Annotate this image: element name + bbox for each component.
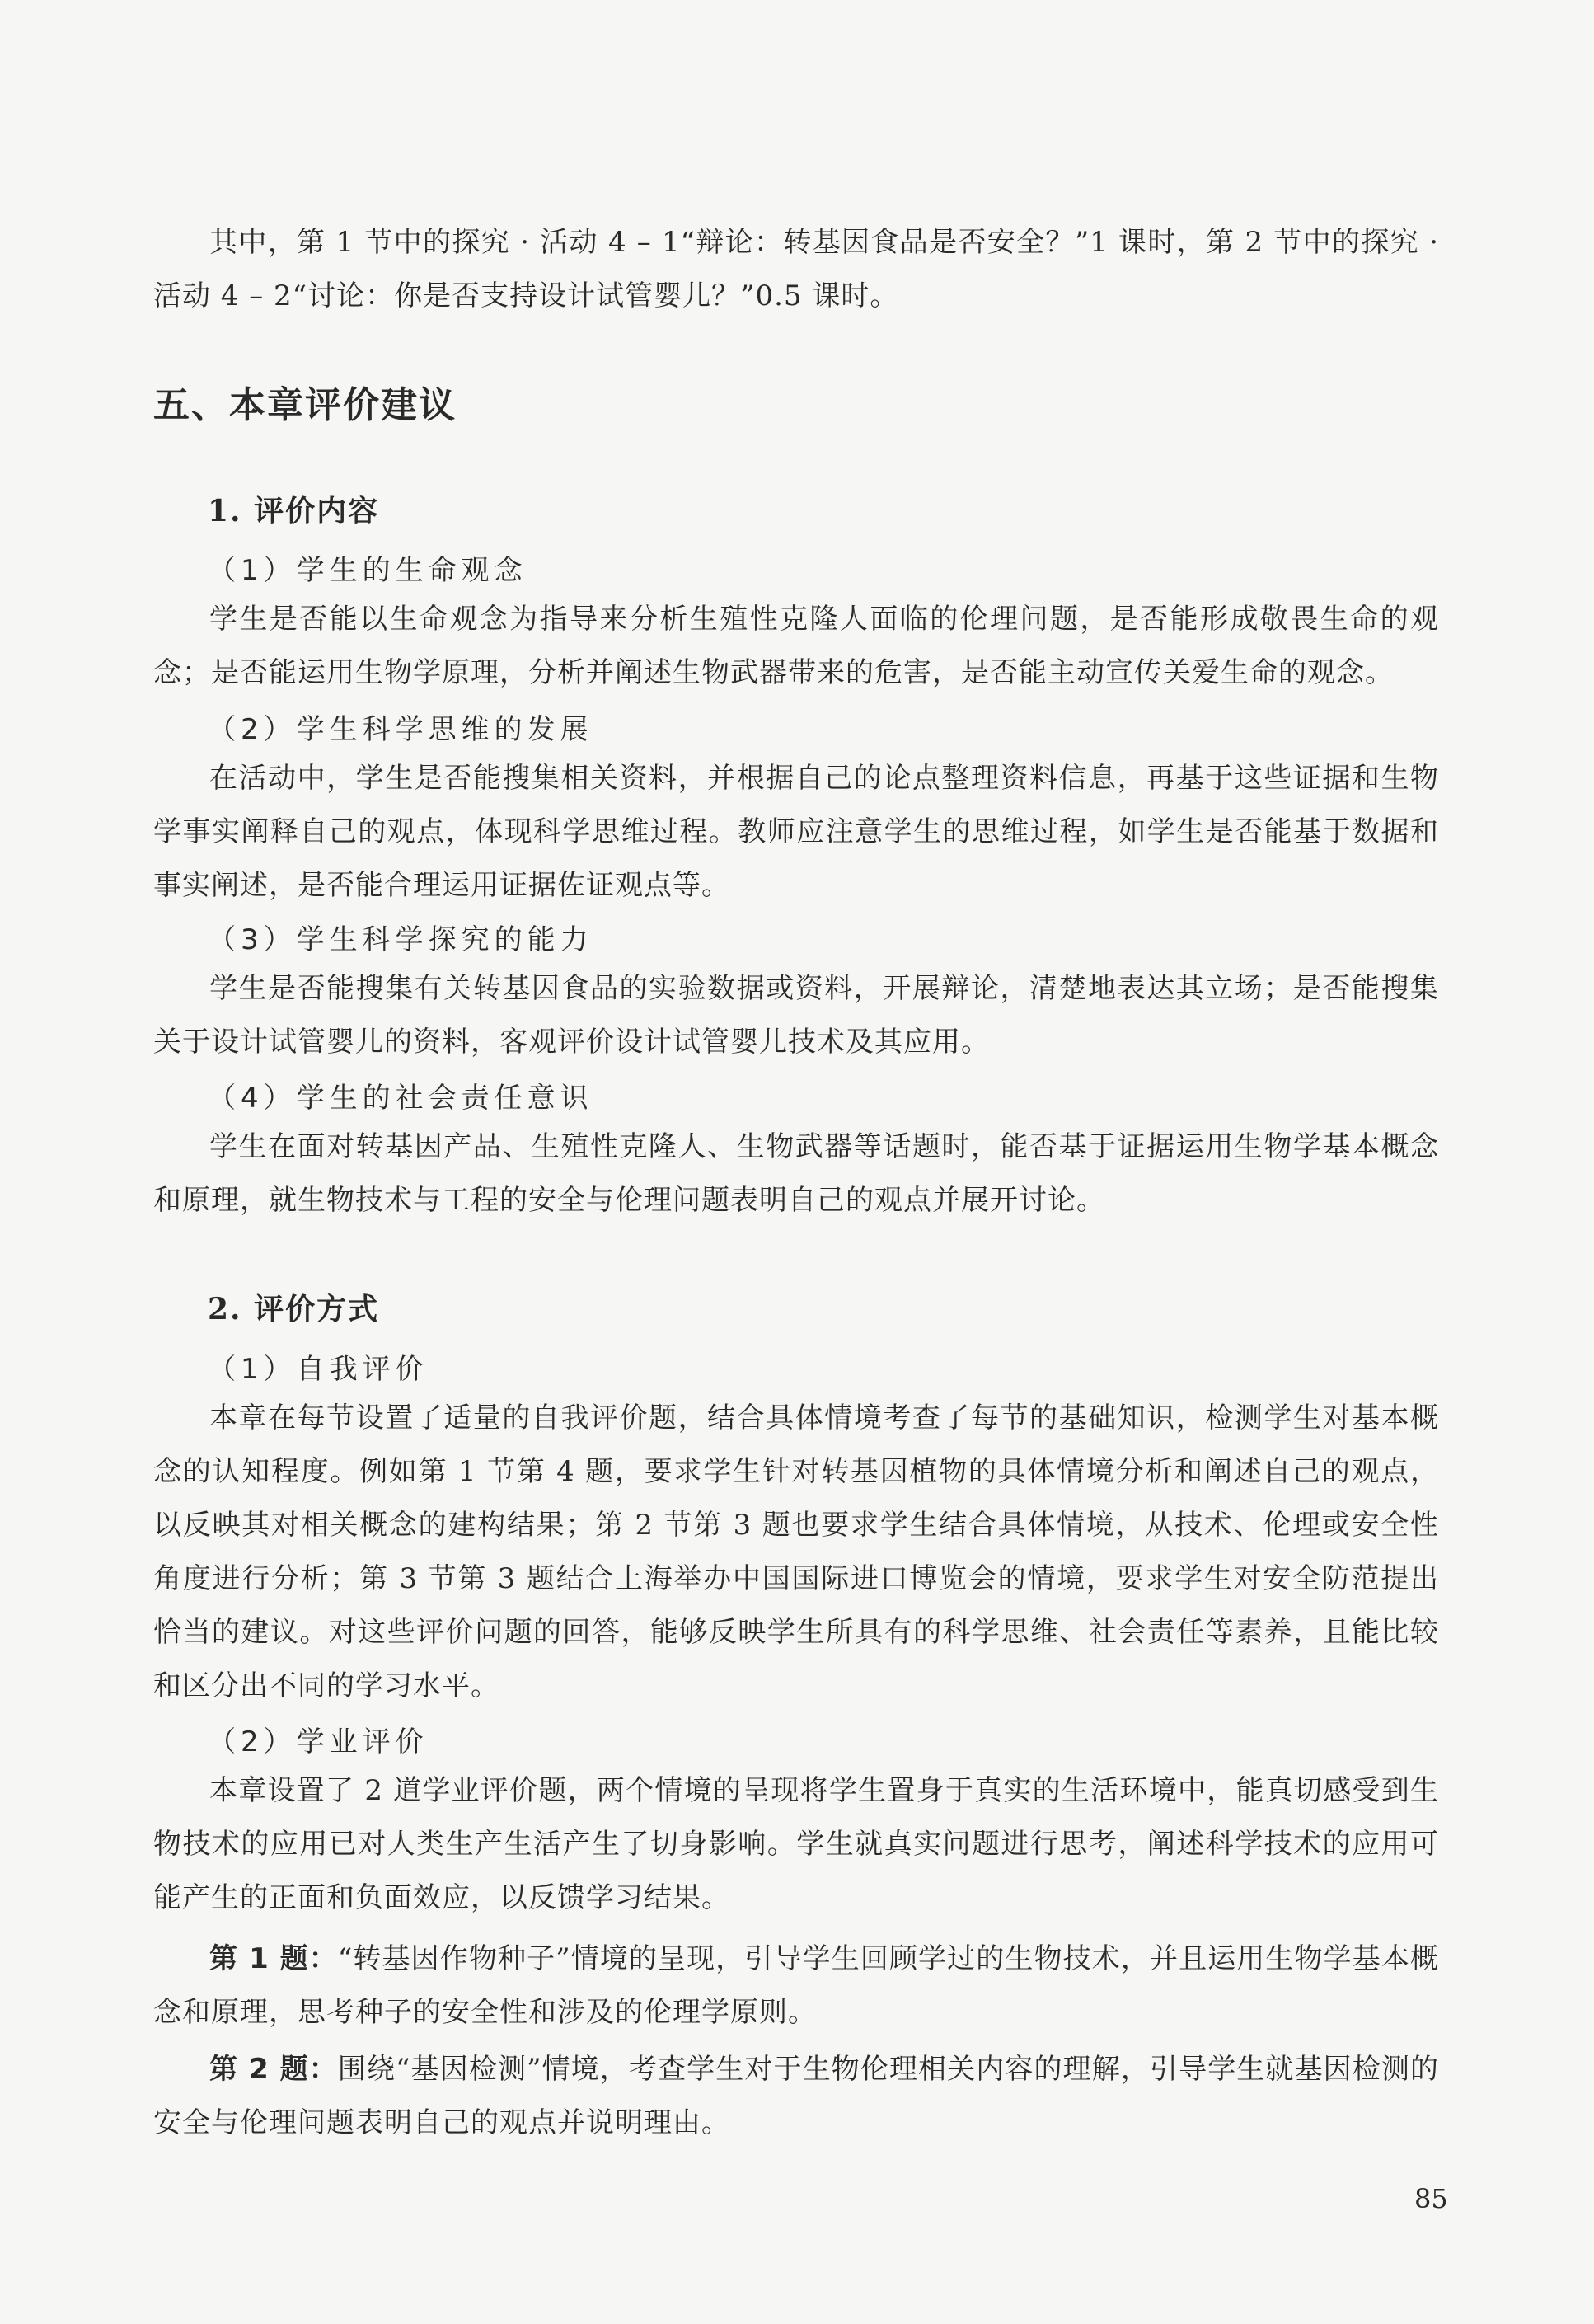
question-2-text: 围绕“基因检测”情境，考查学生对于生物伦理相关内容的理解，引导学生就基因检测的安全与伦理问题表明自己的观点并说明理由。: [153, 2053, 1439, 2139]
academic-evaluation-heading: （2）学业评价: [208, 1725, 429, 1758]
question-1-label: 第 1 题：: [209, 1942, 338, 1975]
question-1-paragraph: [153, 1932, 1439, 2040]
intro-paragraph: 其中，第 1 节中的探究 · 活动 4 – 1“辩论：转基因食品是否安全？”1 课时，第 2 节中的探究 · 活动 4 – 2“讨论：你是否支持设计试管婴儿？”0.5 课时。: [153, 226, 1439, 312]
question-2-label: 第 2 题：: [209, 2053, 338, 2086]
question-1-text: “转基因作物种子”情境的呈现，引导学生回顾学过的生物技术，并且运用生物学基本概念和原理，思考种子的安全性和涉及的伦理学原则。: [153, 1942, 1439, 2029]
section-title: 五、本章评价建议: [153, 384, 457, 426]
page-number: 85: [1414, 2183, 1448, 2214]
scientific-inquiry-paragraph: 学生是否能搜集有关转基因食品的实验数据或资料，开展辩论，清楚地表达其立场；是否能搜集关于设计试管婴儿的资料，客观评价设计试管婴儿技术及其应用。: [153, 972, 1439, 1059]
academic-evaluation-paragraph: 本章设置了 2 道学业评价题，两个情境的呈现将学生置身于真实的生活环境中，能真切感受到生物技术的应用已对人类生产生活产生了切身影响。学生就真实问题进行思考，阐述科学技术的应用可能产生的正面和负面效应，以反馈学习结果。: [153, 1774, 1439, 1914]
self-evaluation-heading: （1）自我评价: [208, 1353, 429, 1386]
life-concept-heading: （1）学生的生命观念: [208, 554, 527, 587]
life-concept-paragraph: 学生是否能以生命观念为指导来分析生殖性克隆人面临的伦理问题，是否能形成敬畏生命的观念；是否能运用生物学原理，分析并阐述生物武器带来的危害，是否能主动宣传关爱生命的观念。: [153, 603, 1439, 689]
scientific-thinking-heading: （2）学生科学思维的发展: [208, 713, 593, 746]
evaluation-content-title: 1. 评价内容: [208, 494, 380, 528]
question-2-paragraph: [153, 2043, 1439, 2150]
scientific-thinking-paragraph: 在活动中，学生是否能搜集相关资料，并根据自己的论点整理资料信息，再基于这些证据和生物学事实阐释自己的观点，体现科学思维过程。教师应注意学生的思维过程，如学生是否能基于数据和事实阐述，是否能合理运用证据佐证观点等。: [153, 762, 1439, 902]
social-responsibility-heading: （4）学生的社会责任意识: [208, 1082, 593, 1115]
self-evaluation-paragraph: 本章在每节设置了适量的自我评价题，结合具体情境考查了每节的基础知识，检测学生对基本概念的认知程度。例如第 1 节第 4 题，要求学生针对转基因植物的具体情境分析和阐述自己的观点，以反映其对相关概念的建构结果；第 2 节第 3 题也要求学生结合具体情境，从技术、伦理或安全性角度进行分析；第 3 节第 3 题结合上海举办中国国际进口博览会的情境，要求学生对安全防范提出恰当的建议。对这些评价问题的回答，能够反映学生所具有的科学思维、社会责任等素养，且能比较和区分出不同的学习水平。: [153, 1401, 1439, 1702]
social-responsibility-paragraph: 学生在面对转基因产品、生殖性克隆人、生物武器等话题时，能否基于证据运用生物学基本概念和原理，就生物技术与工程的安全与伦理问题表明自己的观点并展开讨论。: [153, 1130, 1439, 1217]
scientific-inquiry-heading: （3）学生科学探究的能力: [208, 923, 593, 956]
evaluation-method-title: 2. 评价方式: [208, 1292, 380, 1326]
